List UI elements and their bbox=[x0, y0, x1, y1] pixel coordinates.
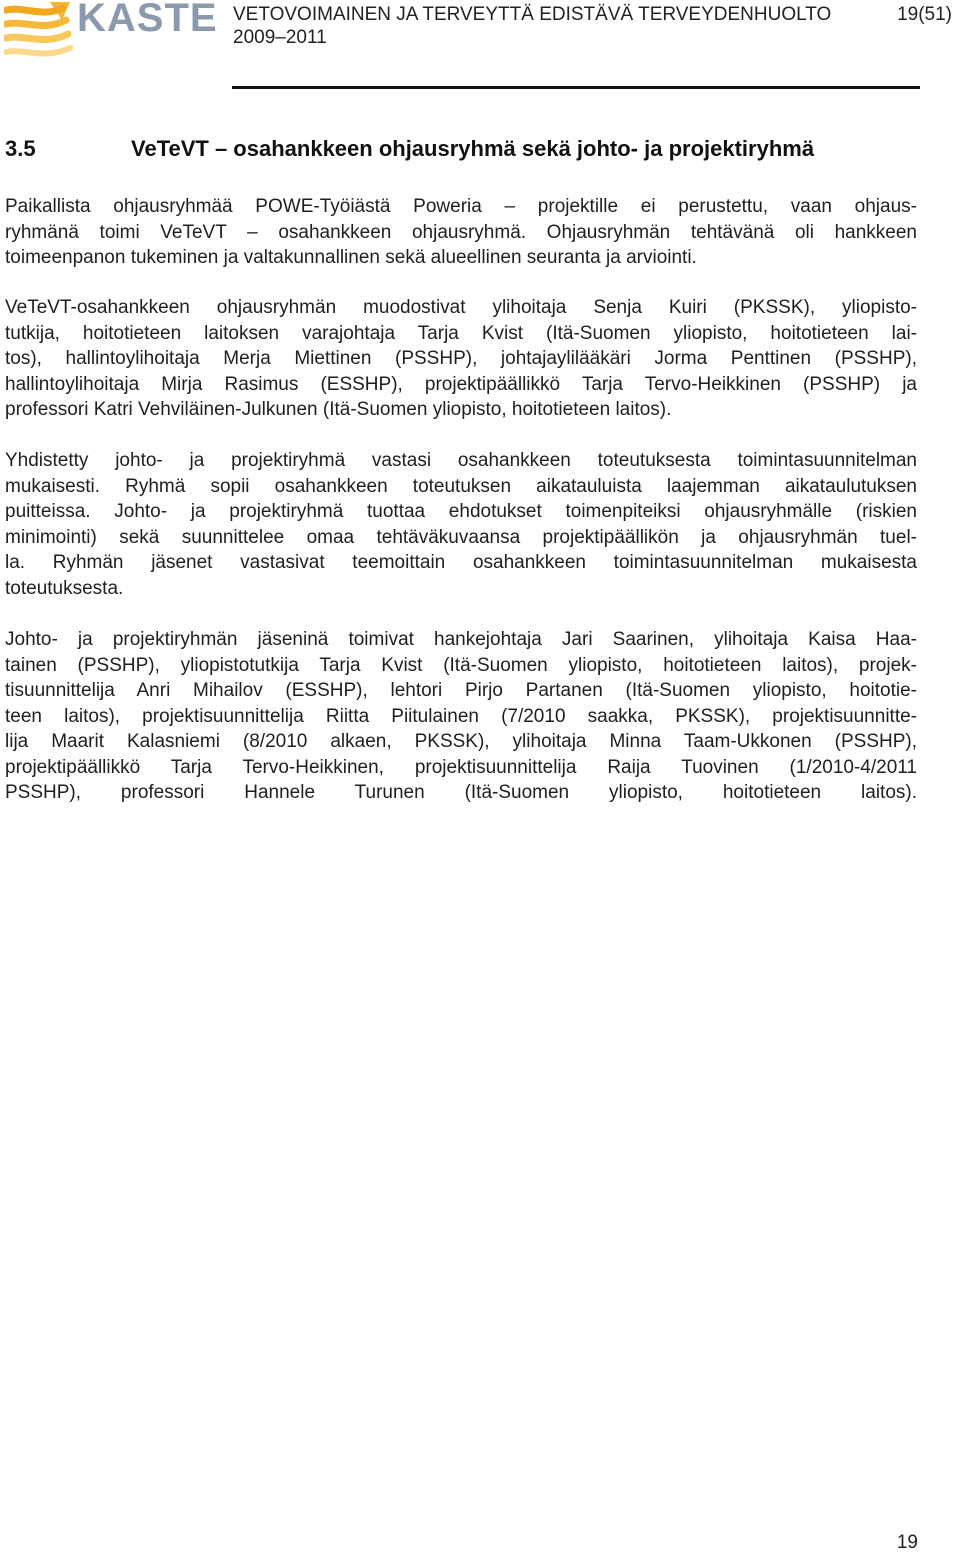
paragraph-line: tisuunnittelija Anri Mihailov (ESSHP), lehtori Pirjo Partanen (Itä-Suomen yliopisto, hoitotie- bbox=[5, 680, 917, 701]
paragraph-line: lija Maarit Kalasniemi (8/2010 alkaen, PKSSK), ylihoitaja Minna Taam-Ukkonen (PSSHP), bbox=[5, 731, 917, 752]
paragraph-line: puitteissa. Johto- ja projektiryhmä tuottaa ehdotukset toimenpiteiksi ohjausryhmälle (riskien bbox=[5, 501, 917, 522]
header-divider bbox=[232, 86, 920, 89]
paragraph-3 bbox=[5, 448, 917, 601]
paragraph-line: ryhmänä toimi VeTeVT – osahankkeen ohjausryhmä. Ohjausryhmän tehtävänä oli hankkeen bbox=[5, 221, 917, 243]
paragraph-line: tainen (PSSHP), yliopistotutkija Tarja Kvist (Itä-Suomen yliopisto, hoitotieteen laitos), projek- bbox=[5, 654, 917, 676]
paragraph-line: projektipäällikkö Tarja Tervo-Heikkinen, projektisuunnittelija Raija Tuovinen (1/2010-4/2011 bbox=[5, 756, 917, 778]
paragraph-line: toteutuksesta. bbox=[5, 577, 124, 599]
paragraph-line: mukaisesti. Ryhmä sopii osahankkeen toteutuksen aikatauluista laajemman aikataulutuksen bbox=[5, 475, 917, 497]
paragraph-line: VeTeVT-osahankkeen ohjausryhmän muodostivat ylihoitaja Senja Kuiri (PKSSK), yliopisto- bbox=[5, 297, 917, 318]
paragraph-2 bbox=[5, 295, 917, 423]
kaste-sun-waves-icon bbox=[4, 0, 79, 64]
section-title: VeTeVT – osahankkeen ohjausryhmä sekä johto- ja projektiryhmä bbox=[131, 136, 815, 161]
paragraph-line: professori Katri Vehviläinen-Julkunen (Itä-Suomen yliopisto, hoitotieteen laitos). bbox=[5, 399, 672, 420]
section-heading bbox=[5, 136, 814, 162]
paragraph-line: teen laitos), projektisuunnittelija Riitta Piitulainen (7/2010 saakka, PKSSK), projektisuunnitte- bbox=[5, 705, 917, 727]
document-years: 2009–2011 bbox=[233, 27, 327, 48]
document-title: VETOVOIMAINEN JA TERVEYTTÄ EDISTÄVÄ TERVEYDENHUOLTO bbox=[233, 4, 832, 25]
paragraph-line: minimointi) sekä suunnittelee omaa tehtäväkuvaansa projektipäällikön ja ohjausryhmän tuel- bbox=[5, 526, 917, 548]
paragraph-line: toimeenpanon tukeminen ja valtakunnallinen sekä alueellinen seuranta ja arviointi. bbox=[5, 247, 697, 268]
paragraph-1 bbox=[5, 194, 917, 271]
kaste-logo bbox=[4, 0, 218, 64]
paragraph-line: tutkija, hoitotieteen laitoksen varajohtaja Tarja Kvist (Itä-Suomen yliopisto, hoitotieteen lai- bbox=[5, 322, 917, 344]
page-of-total: 19(51) bbox=[897, 4, 952, 25]
paragraph-4 bbox=[5, 627, 917, 806]
paragraph-line: PSSHP), professori Hannele Turunen (Itä-Suomen yliopisto, hoitotieteen laitos). bbox=[5, 782, 917, 803]
paragraph-line: la. Ryhmän jäsenet vastasivat teemoittain osahankkeen toimintasuunnitelman mukaisesta bbox=[5, 552, 917, 573]
paragraph-line: Johto- ja projektiryhmän jäseninä toimivat hankejohtaja Jari Saarinen, ylihoitaja Kaisa Haa- bbox=[5, 629, 917, 650]
paragraph-line: Yhdistetty johto- ja projektiryhmä vastasi osahankkeen toteutuksesta toimintasuunnitelman bbox=[5, 450, 917, 471]
paragraph-line: tos), hallintoylihoitaja Merja Miettinen (PSSHP), johtajaylilääkäri Jorma Penttinen (PSSHP), bbox=[5, 348, 917, 369]
logo-wordmark: KASTE bbox=[77, 0, 218, 40]
paragraph-line: hallintoylihoitaja Mirja Rasimus (ESSHP), projektipäällikkö Tarja Tervo-Heikkinen (PSSHP) ja bbox=[5, 373, 917, 395]
footer-page-number: 19 bbox=[896, 1532, 918, 1553]
paragraph-line: Paikallista ohjausryhmää POWE-Työiästä Poweria – projektille ei perustettu, vaan ohjaus- bbox=[5, 196, 917, 217]
section-number: 3.5 bbox=[5, 136, 36, 161]
